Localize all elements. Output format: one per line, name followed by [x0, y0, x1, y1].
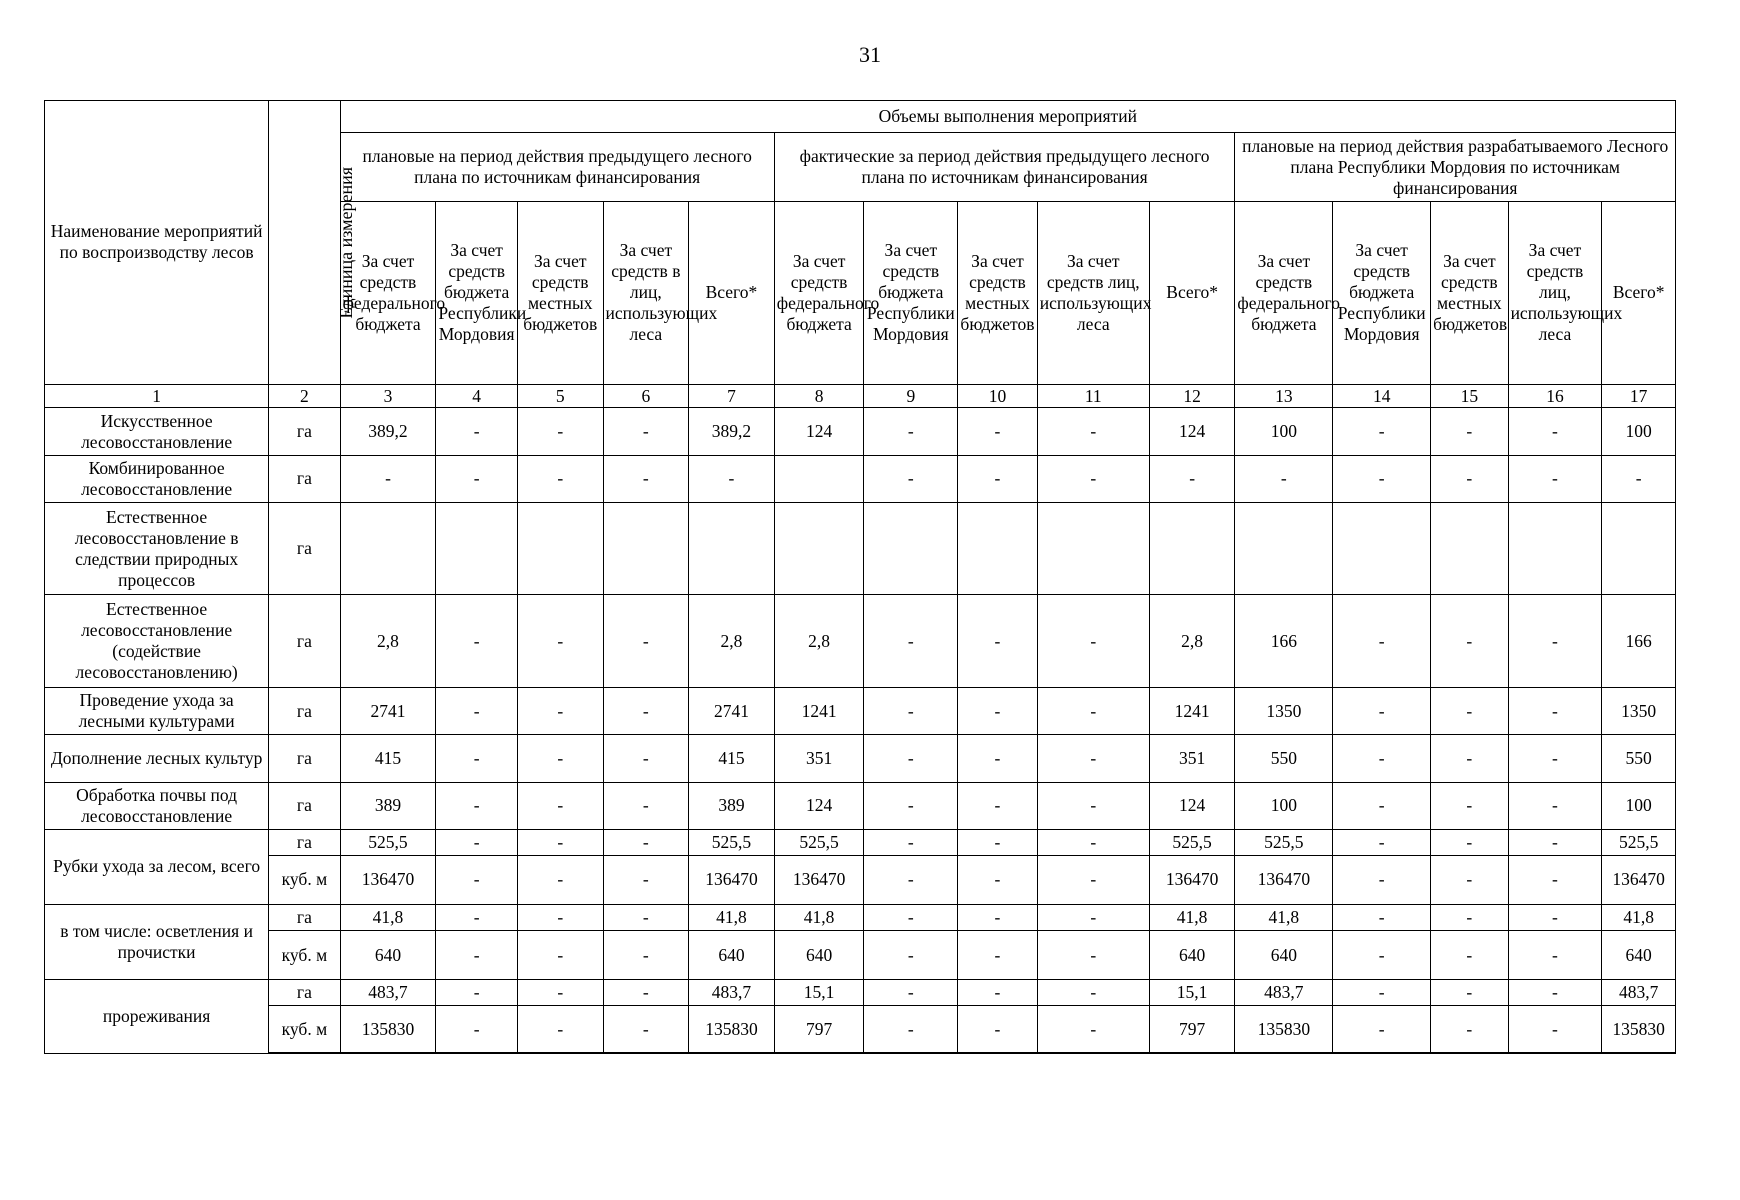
table-row — [45, 595, 1676, 687]
table-row — [45, 455, 1676, 502]
value-cell: 525,5 — [1235, 829, 1333, 855]
col-number-11: 11 — [1037, 384, 1149, 408]
sub-header-7: Всего* — [689, 202, 775, 385]
col-number-2: 2 — [269, 384, 340, 408]
col-number-5: 5 — [517, 384, 603, 408]
value-cell: - — [958, 980, 1038, 1006]
value-cell: - — [958, 455, 1038, 502]
value-cell: - — [517, 782, 603, 829]
value-cell: - — [958, 735, 1038, 782]
value-cell: 2741 — [340, 687, 436, 734]
value-cell: - — [1037, 782, 1149, 829]
value-cell: 1350 — [1602, 687, 1676, 734]
value-cell: 525,5 — [340, 829, 436, 855]
col-header-unit-label: Единица измерения — [336, 166, 357, 319]
value-cell: 797 — [774, 1006, 864, 1053]
value-cell: 525,5 — [689, 829, 775, 855]
value-cell — [517, 503, 603, 595]
value-cell: 525,5 — [1602, 829, 1676, 855]
table-row — [45, 930, 1676, 979]
value-cell: 483,7 — [1602, 980, 1676, 1006]
value-cell: - — [517, 1006, 603, 1053]
col-number-15: 15 — [1431, 384, 1508, 408]
value-cell: 166 — [1235, 595, 1333, 687]
col-number-4: 4 — [436, 384, 518, 408]
activity-name: Естественное лесовосстановление (содействие лесовосстановлению) — [45, 595, 269, 687]
sub-header-8: За счет средств федерального бюджета — [774, 202, 864, 385]
value-cell: - — [603, 735, 689, 782]
value-cell: 351 — [1149, 735, 1235, 782]
value-cell: - — [603, 980, 689, 1006]
value-cell: - — [1333, 980, 1431, 1006]
value-cell: - — [340, 455, 436, 502]
value-cell: - — [1508, 408, 1602, 455]
value-cell: 351 — [774, 735, 864, 782]
col-number-13: 13 — [1235, 384, 1333, 408]
value-cell: 136470 — [1602, 855, 1676, 904]
value-cell: - — [603, 829, 689, 855]
value-cell: 41,8 — [689, 905, 775, 931]
value-cell: 100 — [1602, 782, 1676, 829]
value-cell: - — [864, 687, 958, 734]
unit-cell: га — [269, 455, 340, 502]
value-cell: - — [603, 1006, 689, 1053]
value-cell — [603, 503, 689, 595]
value-cell: 100 — [1602, 408, 1676, 455]
value-cell: - — [1333, 735, 1431, 782]
value-cell: - — [1333, 595, 1431, 687]
value-cell: 41,8 — [1602, 905, 1676, 931]
unit-cell: га — [269, 408, 340, 455]
value-cell: - — [436, 829, 518, 855]
unit-cell: куб. м — [269, 1006, 340, 1053]
value-cell: - — [1508, 595, 1602, 687]
table-row — [45, 829, 1676, 855]
value-cell: 640 — [1235, 930, 1333, 979]
value-cell: - — [958, 782, 1038, 829]
value-cell: - — [958, 930, 1038, 979]
col-number-10: 10 — [958, 384, 1038, 408]
value-cell: - — [603, 595, 689, 687]
value-cell: - — [958, 905, 1038, 931]
col-header-volumes: Объемы выполнения мероприятий — [340, 101, 1675, 133]
value-cell: - — [1333, 829, 1431, 855]
value-cell: 100 — [1235, 408, 1333, 455]
value-cell: 124 — [1149, 408, 1235, 455]
value-cell: - — [603, 455, 689, 502]
value-cell: - — [1235, 455, 1333, 502]
value-cell — [1508, 503, 1602, 595]
value-cell — [1235, 503, 1333, 595]
value-cell: 2,8 — [1149, 595, 1235, 687]
value-cell: 640 — [689, 930, 775, 979]
value-cell: - — [436, 408, 518, 455]
value-cell: 100 — [1235, 782, 1333, 829]
table-row — [45, 408, 1676, 455]
value-cell — [1149, 503, 1235, 595]
value-cell: 640 — [340, 930, 436, 979]
value-cell: 135830 — [689, 1006, 775, 1053]
value-cell: - — [436, 980, 518, 1006]
unit-cell: га — [269, 782, 340, 829]
col-number-17: 17 — [1602, 384, 1676, 408]
value-cell: - — [436, 855, 518, 904]
unit-cell: га — [269, 687, 340, 734]
value-cell: - — [864, 905, 958, 931]
value-cell: 525,5 — [1149, 829, 1235, 855]
value-cell: - — [1508, 980, 1602, 1006]
page-number: 31 — [859, 42, 881, 67]
col-number-8: 8 — [774, 384, 864, 408]
value-cell: 41,8 — [340, 905, 436, 931]
value-cell: - — [517, 905, 603, 931]
value-cell: - — [1431, 930, 1508, 979]
value-cell: 136470 — [1149, 855, 1235, 904]
value-cell: 41,8 — [1235, 905, 1333, 931]
value-cell: - — [958, 829, 1038, 855]
value-cell — [689, 503, 775, 595]
value-cell: - — [517, 408, 603, 455]
sub-header-11: За счет средств лиц, использующих леса — [1037, 202, 1149, 385]
group-header-3: плановые на период действия разрабатываемого Лесного плана Республики Мордовия по источникам финансирования — [1235, 133, 1676, 202]
value-cell: - — [603, 855, 689, 904]
value-cell: - — [958, 855, 1038, 904]
value-cell: - — [1333, 687, 1431, 734]
value-cell: - — [958, 408, 1038, 455]
value-cell: - — [1431, 829, 1508, 855]
value-cell: - — [1508, 930, 1602, 979]
value-cell: - — [1431, 905, 1508, 931]
value-cell: - — [1508, 1006, 1602, 1053]
value-cell: 640 — [1602, 930, 1676, 979]
unit-cell: га — [269, 980, 340, 1006]
value-cell: - — [1431, 455, 1508, 502]
value-cell: - — [603, 905, 689, 931]
value-cell: - — [864, 595, 958, 687]
value-cell: - — [864, 455, 958, 502]
sub-header-15: За счет средств местных бюджетов — [1431, 202, 1508, 385]
value-cell: - — [517, 855, 603, 904]
value-cell: - — [1602, 455, 1676, 502]
activity-name: Комбинированное лесовосстановление — [45, 455, 269, 502]
unit-cell: га — [269, 905, 340, 931]
sub-header-12: Всего* — [1149, 202, 1235, 385]
value-cell: - — [1037, 980, 1149, 1006]
col-header-name: Наименование мероприятий по воспроизводству лесов — [45, 101, 269, 385]
activity-name: Дополнение лесных культур — [45, 735, 269, 782]
activity-name: в том числе: осветления и прочистки — [45, 905, 269, 980]
col-number-3: 3 — [340, 384, 436, 408]
activity-name: прореживания — [45, 980, 269, 1053]
value-cell: - — [1508, 687, 1602, 734]
value-cell: - — [1333, 930, 1431, 979]
value-cell: 136470 — [1235, 855, 1333, 904]
value-cell — [774, 503, 864, 595]
table-row — [45, 735, 1676, 782]
value-cell: - — [517, 455, 603, 502]
unit-cell: га — [269, 503, 340, 595]
value-cell: 483,7 — [340, 980, 436, 1006]
unit-cell: га — [269, 829, 340, 855]
value-cell: - — [1037, 595, 1149, 687]
value-cell: - — [517, 595, 603, 687]
value-cell: - — [1508, 455, 1602, 502]
value-cell: 15,1 — [1149, 980, 1235, 1006]
value-cell: - — [436, 905, 518, 931]
value-cell: - — [1037, 930, 1149, 979]
value-cell: 124 — [774, 782, 864, 829]
activity-name: Обработка почвы под лесовосстановление — [45, 782, 269, 829]
value-cell: - — [1037, 1006, 1149, 1053]
value-cell: 15,1 — [774, 980, 864, 1006]
value-cell: - — [1508, 829, 1602, 855]
col-number-14: 14 — [1333, 384, 1431, 408]
value-cell: - — [436, 595, 518, 687]
value-cell: - — [1431, 782, 1508, 829]
sub-header-6: За счет средств в лиц, использующих леса — [603, 202, 689, 385]
value-cell: - — [1508, 735, 1602, 782]
table-row — [45, 980, 1676, 1006]
value-cell: - — [436, 1006, 518, 1053]
table-row — [45, 855, 1676, 904]
value-cell: - — [1037, 735, 1149, 782]
value-cell: 124 — [1149, 782, 1235, 829]
value-cell: 135830 — [1602, 1006, 1676, 1053]
value-cell: - — [864, 930, 958, 979]
sub-header-17: Всего* — [1602, 202, 1676, 385]
value-cell — [1602, 503, 1676, 595]
value-cell: 1350 — [1235, 687, 1333, 734]
value-cell: - — [436, 687, 518, 734]
value-cell: - — [1333, 455, 1431, 502]
value-cell: 415 — [689, 735, 775, 782]
col-number-12: 12 — [1149, 384, 1235, 408]
sub-header-14: За счет средств бюджета Республики Мордовия — [1333, 202, 1431, 385]
value-cell: 41,8 — [774, 905, 864, 931]
value-cell: - — [864, 735, 958, 782]
value-cell: - — [436, 735, 518, 782]
value-cell — [1431, 503, 1508, 595]
value-cell: 550 — [1235, 735, 1333, 782]
value-cell: - — [1037, 408, 1149, 455]
table-row — [45, 905, 1676, 931]
value-cell: - — [1333, 855, 1431, 904]
value-cell — [340, 503, 436, 595]
value-cell: 135830 — [1235, 1006, 1333, 1053]
sub-header-13: За счет средств федерального бюджета — [1235, 202, 1333, 385]
value-cell: - — [1037, 829, 1149, 855]
value-cell: 2,8 — [689, 595, 775, 687]
value-cell: - — [864, 408, 958, 455]
sub-header-4: За счет средств бюджета Республики Мордовия — [436, 202, 518, 385]
activity-name: Проведение ухода за лесными культурами — [45, 687, 269, 734]
value-cell: - — [958, 1006, 1038, 1053]
value-cell: 41,8 — [1149, 905, 1235, 931]
value-cell: - — [1333, 408, 1431, 455]
unit-cell: га — [269, 595, 340, 687]
table-row — [45, 782, 1676, 829]
value-cell: - — [1508, 782, 1602, 829]
value-cell — [1037, 503, 1149, 595]
value-cell: - — [1149, 455, 1235, 502]
value-cell: - — [436, 930, 518, 979]
value-cell: 2,8 — [774, 595, 864, 687]
unit-cell: куб. м — [269, 855, 340, 904]
value-cell: 550 — [1602, 735, 1676, 782]
value-cell: 389 — [340, 782, 436, 829]
col-number-16: 16 — [1508, 384, 1602, 408]
value-cell: 1241 — [1149, 687, 1235, 734]
sub-header-9: За счет средств бюджета Республики Мордовия — [864, 202, 958, 385]
value-cell: - — [864, 1006, 958, 1053]
activity-name: Рубки ухода за лесом, всего — [45, 829, 269, 904]
value-cell: - — [1431, 855, 1508, 904]
sub-header-5: За счет средств местных бюджетов — [517, 202, 603, 385]
activity-name: Искусственное лесовосстановление — [45, 408, 269, 455]
value-cell: 389,2 — [340, 408, 436, 455]
value-cell: 389,2 — [689, 408, 775, 455]
value-cell — [958, 503, 1038, 595]
unit-cell: га — [269, 735, 340, 782]
group-header-2: фактические за период действия предыдущего лесного плана по источникам финансирования — [774, 133, 1235, 202]
value-cell: - — [1333, 905, 1431, 931]
value-cell: - — [958, 687, 1038, 734]
unit-cell: куб. м — [269, 930, 340, 979]
col-header-unit — [269, 101, 357, 385]
value-cell: - — [603, 782, 689, 829]
activity-name: Естественное лесовосстановление в следствии природных процессов — [45, 503, 269, 595]
group-header-1: плановые на период действия предыдущего лесного плана по источникам финансирования — [340, 133, 774, 202]
value-cell: - — [1508, 905, 1602, 931]
value-cell: - — [517, 829, 603, 855]
table-row — [45, 503, 1676, 595]
value-cell: 415 — [340, 735, 436, 782]
value-cell: - — [1431, 595, 1508, 687]
value-cell — [436, 503, 518, 595]
value-cell: - — [1431, 735, 1508, 782]
value-cell: 135830 — [340, 1006, 436, 1053]
value-cell: - — [517, 930, 603, 979]
value-cell: - — [864, 980, 958, 1006]
value-cell: - — [689, 455, 775, 502]
value-cell: 2,8 — [340, 595, 436, 687]
value-cell — [774, 455, 864, 502]
value-cell: - — [517, 980, 603, 1006]
value-cell: - — [864, 855, 958, 904]
value-cell: - — [1333, 782, 1431, 829]
value-cell: - — [1431, 1006, 1508, 1053]
sub-header-10: За счет средств местных бюджетов — [958, 202, 1038, 385]
value-cell: 136470 — [774, 855, 864, 904]
value-cell: 797 — [1149, 1006, 1235, 1053]
value-cell: - — [436, 455, 518, 502]
value-cell: - — [864, 782, 958, 829]
value-cell: - — [864, 829, 958, 855]
value-cell: - — [603, 930, 689, 979]
value-cell: - — [517, 735, 603, 782]
value-cell: - — [1431, 408, 1508, 455]
value-cell: 389 — [689, 782, 775, 829]
value-cell — [1333, 503, 1431, 595]
value-cell: - — [1431, 980, 1508, 1006]
value-cell: - — [1037, 855, 1149, 904]
sub-header-16: За счет средств лиц, использующих леса — [1508, 202, 1602, 385]
value-cell: - — [517, 687, 603, 734]
value-cell: 483,7 — [1235, 980, 1333, 1006]
reforestation-volumes-table — [44, 100, 1676, 1054]
value-cell: 1241 — [774, 687, 864, 734]
value-cell: - — [958, 595, 1038, 687]
value-cell: 525,5 — [774, 829, 864, 855]
value-cell: 136470 — [689, 855, 775, 904]
sub-header-3: За счет средств федерального бюджета — [340, 202, 436, 385]
value-cell: 483,7 — [689, 980, 775, 1006]
value-cell: - — [603, 687, 689, 734]
value-cell: 640 — [1149, 930, 1235, 979]
value-cell: - — [1508, 855, 1602, 904]
col-number-6: 6 — [603, 384, 689, 408]
col-number-1: 1 — [45, 384, 269, 408]
value-cell: 136470 — [340, 855, 436, 904]
value-cell: - — [603, 408, 689, 455]
value-cell: - — [1431, 687, 1508, 734]
value-cell: 124 — [774, 408, 864, 455]
value-cell — [864, 503, 958, 595]
value-cell: - — [1037, 687, 1149, 734]
value-cell: - — [1037, 905, 1149, 931]
value-cell: 640 — [774, 930, 864, 979]
value-cell: 166 — [1602, 595, 1676, 687]
table-row — [45, 1006, 1676, 1053]
value-cell: - — [436, 782, 518, 829]
col-number-9: 9 — [864, 384, 958, 408]
value-cell: 2741 — [689, 687, 775, 734]
table-row — [45, 687, 1676, 734]
value-cell: - — [1037, 455, 1149, 502]
col-number-7: 7 — [689, 384, 775, 408]
value-cell: - — [1333, 1006, 1431, 1053]
table-body — [45, 101, 1676, 1054]
